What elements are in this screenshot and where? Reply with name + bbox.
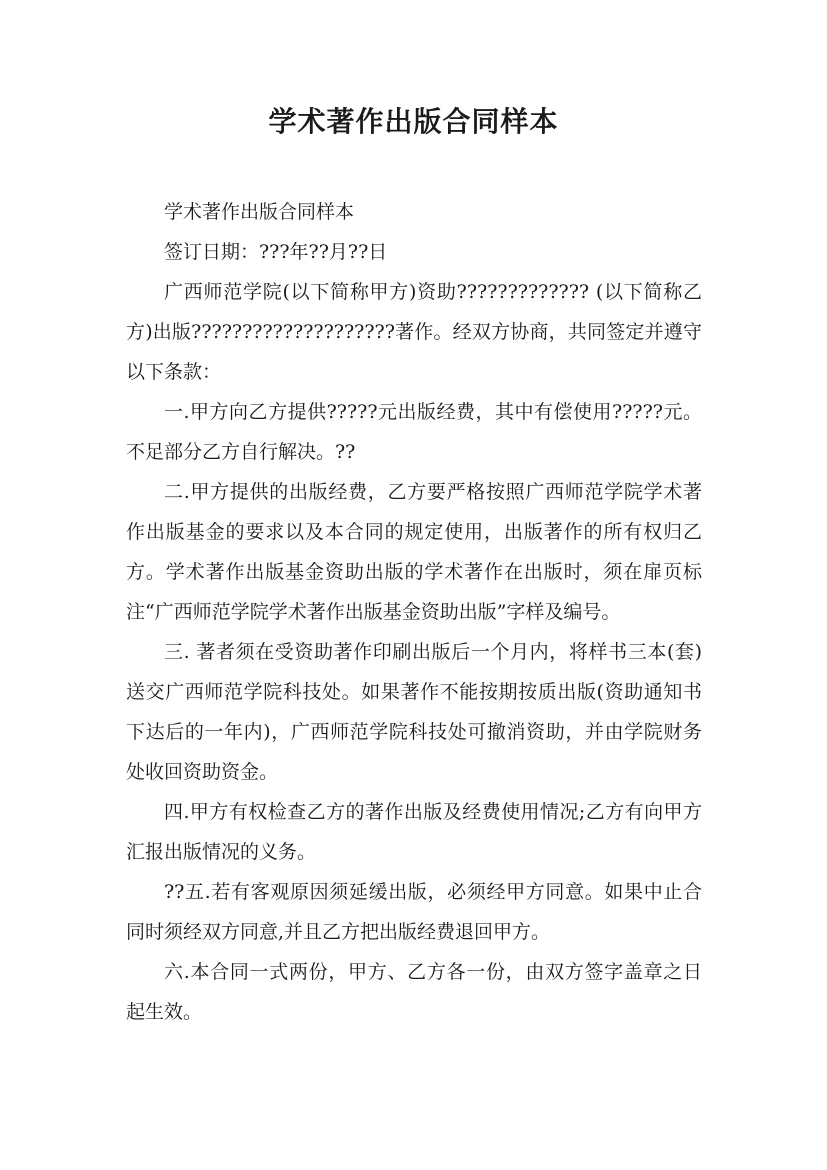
paragraph-clause-4: 四.甲方有权检查乙方的著作出版及经费使用情况;乙方有向甲方汇报出版情况的义务。 <box>126 801 702 863</box>
paragraph-clause-6: 六.本合同一式两份，甲方、乙方各一份，由双方签字盖章之日起生效。 <box>126 961 702 1023</box>
paragraph-clause-1: 一.甲方向乙方提供?????元出版经费，其中有偿使用?????元。不足部分乙方自行解决。?? <box>126 401 702 463</box>
paragraph-subtitle: 学术著作出版合同样本 <box>164 201 355 223</box>
paragraph-sign-date: 签订日期：???年??月??日 <box>164 241 388 263</box>
paragraph-clause-2: 二.甲方提供的出版经费，乙方要严格按照广西师范学院学术著作出版基金的要求以及本合同的规定使用，出版著作的所有权归乙方。学术著作出版基金资助出版的学术著作在出版时，须在扉页标注“广西师范学院学术著作出版基金资助出版”字样及编号。 <box>126 481 702 623</box>
paragraph-parties: 广西师范学院(以下简称甲方)资助????????????? (以下简称乙方)出版????????????????????著作。经双方协商，共同签定并遵守以下条款： <box>126 281 702 383</box>
document-title: 学术著作出版合同样本 <box>268 105 559 138</box>
document-body <box>126 192 702 1032</box>
paragraph-clause-3: 三. 著者须在受资助著作印刷出版后一个月内，将样书三本(套)送交广西师范学院科技处。如果著作不能按期按质出版(资助通知书下达后的一年内)，广西师范学院科技处可撤消资助，并由学院财务处收回资助资金。 <box>126 641 702 783</box>
paragraph-clause-5: ??五.若有客观原因须延缓出版，必须经甲方同意。如果中止合同时须经双方同意,并且乙方把出版经费退回甲方。 <box>126 881 702 943</box>
